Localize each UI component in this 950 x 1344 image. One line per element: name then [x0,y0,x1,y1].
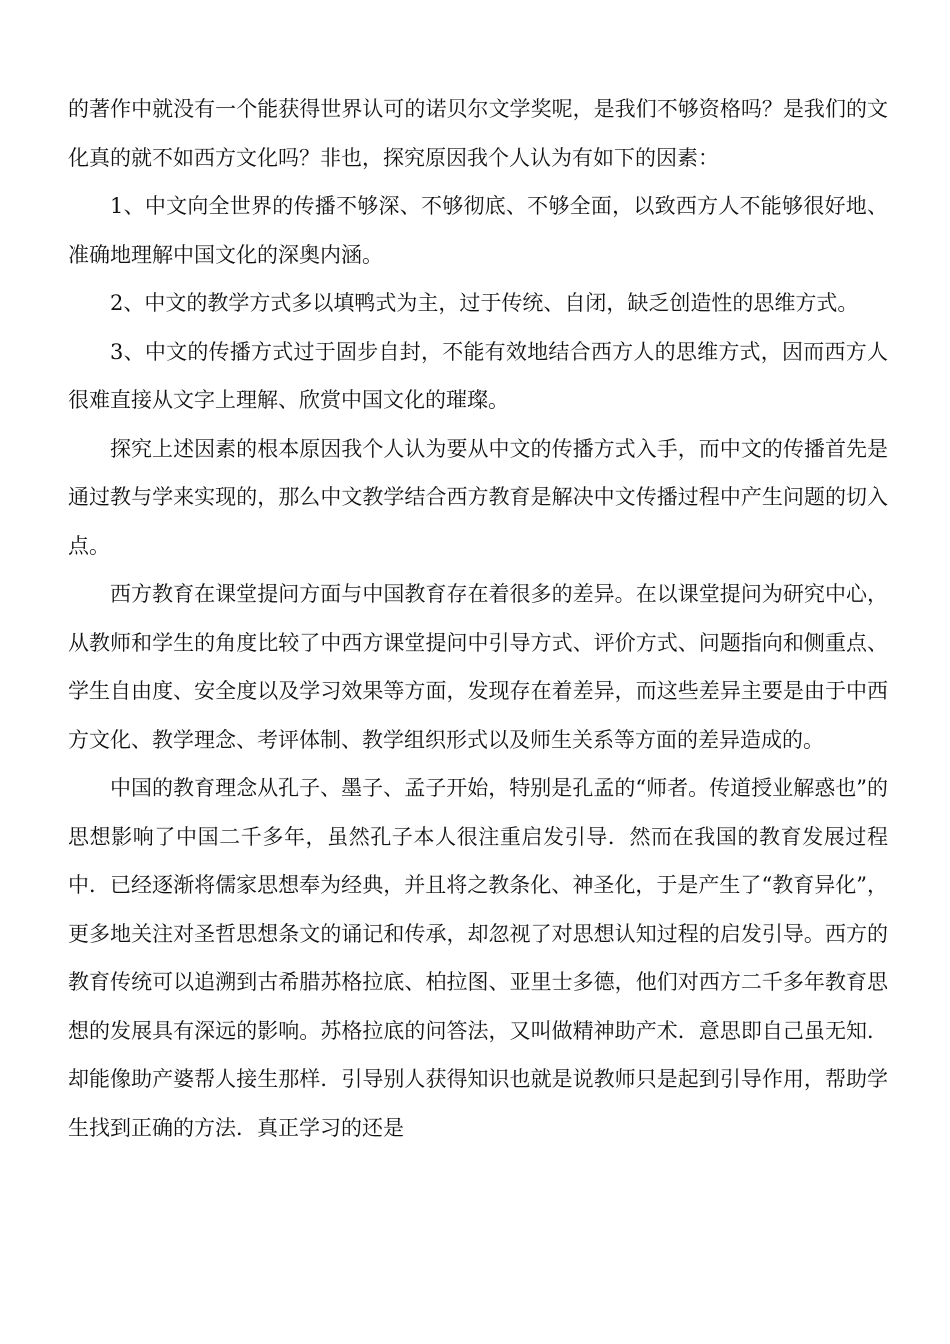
paragraph-classroom-questioning: 西方教育在课堂提问方面与中国教育存在着很多的差异。在以课堂提问为研究中心，从教师和学生的角度比较了中西方课堂提问中引导方式、评价方式、问题指向和侧重点、学生自由度、安全度以及学习效果等方面，发现存在着差异，而这些差异主要是由于中西方文化、教学理念、考评体制、教学组织形式以及师生关系等方面的差异造成的。 [68,582,888,752]
body-text [68,85,888,1152]
paragraph-factor-2: 2、中文的教学方式多以填鸭式为主，过于传统、自闭，缺乏创造性的思维方式。 [110,291,859,315]
paragraph-intro-continuation: 的著作中就没有一个能获得世界认可的诺贝尔文学奖呢，是我们不够资格吗？是我们的文化真的就不如西方文化吗？非也，探究原因我个人认为有如下的因素： [68,97,888,170]
paragraph-education-philosophy: 中国的教育理念从孔子、墨子、孟子开始，特别是孔孟的“师者。传道授业解惑也”的思想影响了中国二千多年，虽然孔子本人很注重启发引导．然而在我国的教育发展过程中．已经逐渐将儒家思想奉为经典，并且将之教条化、神圣化，于是产生了“教育异化”，更多地关注对圣哲思想条文的诵记和传承，却忽视了对思想认知过程的启发引导。西方的教育传统可以追溯到古希腊苏格拉底、柏拉图、亚里士多德，他们对西方二千多年教育思想的发展具有深远的影响。苏格拉底的问答法，又叫做精神助产术．意思即自己虽无知．却能像助产婆帮人接生那样．引导别人获得知识也就是说教师只是起到引导作用，帮助学生找到正确的方法．真正学习的还是 [68,776,888,1140]
paragraph-factor-1: 1、中文向全世界的传播不够深、不够彻底、不够全面，以致西方人不能够很好地、准确地理解中国文化的深奥内涵。 [68,194,888,267]
paragraph-factor-3: 3、中文的传播方式过于固步自封，不能有效地结合西方人的思维方式，因而西方人很难直接从文字上理解、欣赏中国文化的璀璨。 [68,339,888,412]
paragraph-root-cause: 探究上述因素的根本原因我个人认为要从中文的传播方式入手，而中文的传播首先是通过教与学来实现的，那么中文教学结合西方教育是解决中文传播过程中产生问题的切入点。 [68,436,888,558]
